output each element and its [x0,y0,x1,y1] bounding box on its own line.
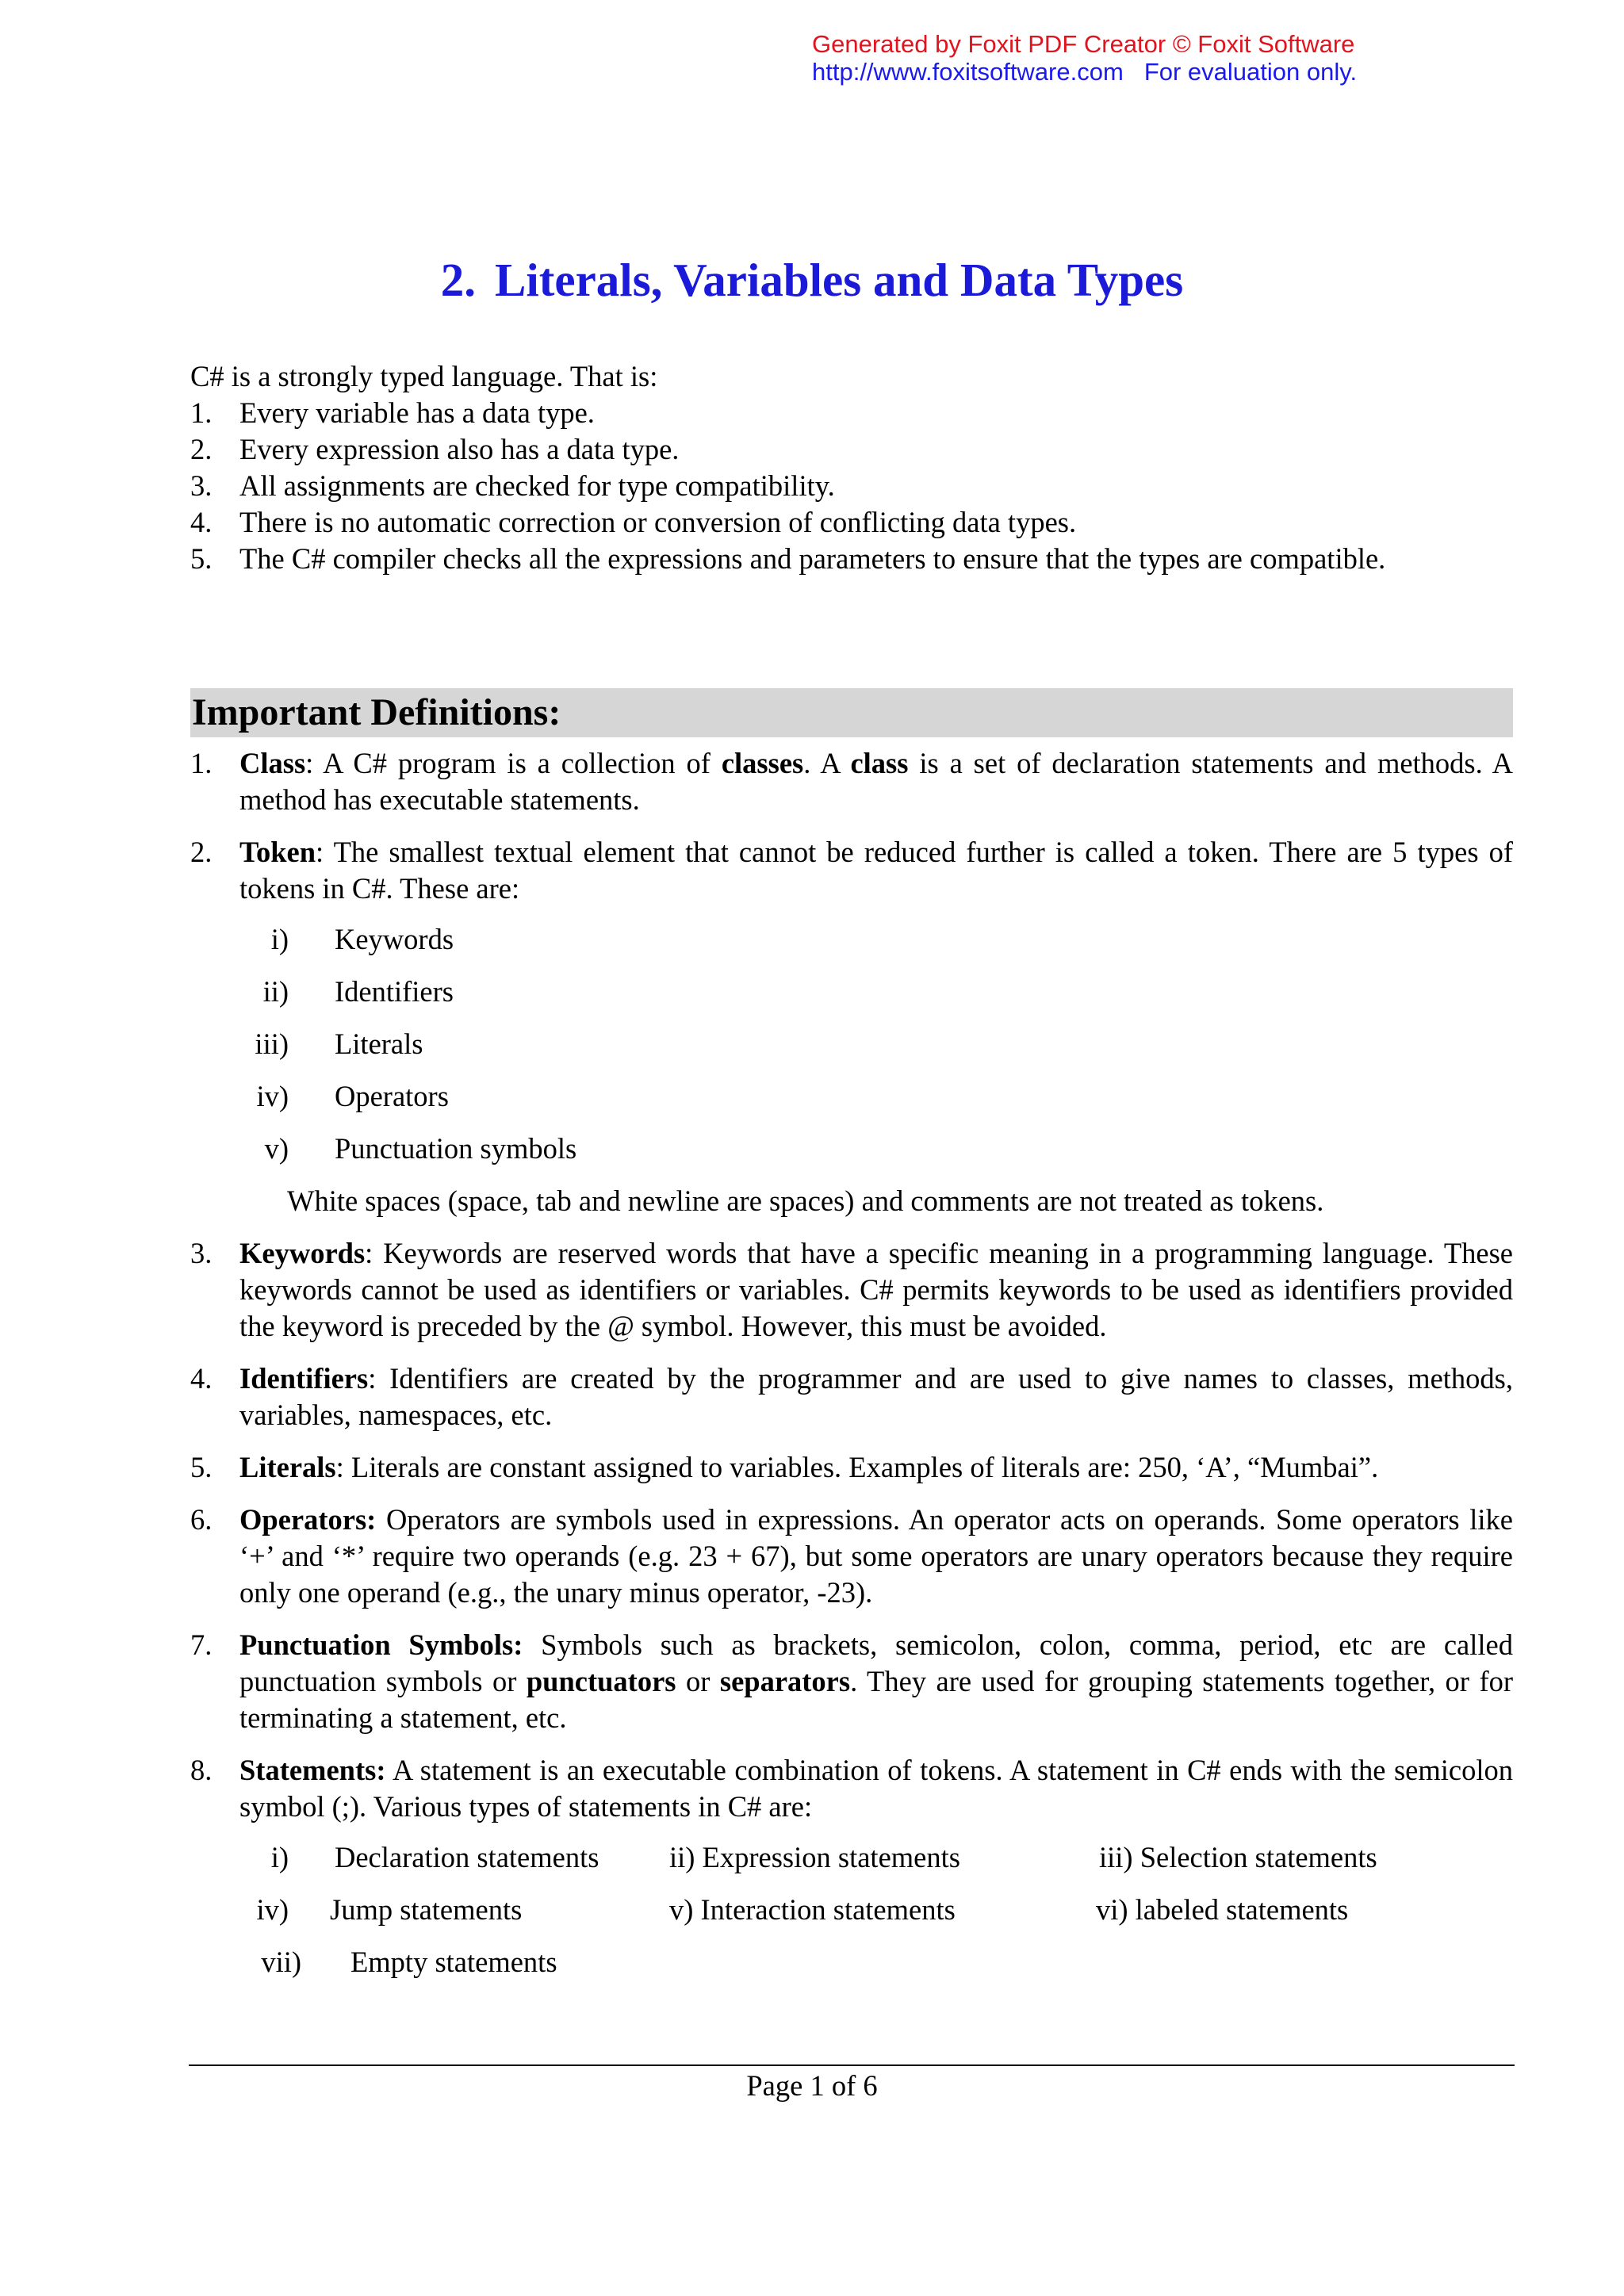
section-heading: Important Definitions: [190,688,1513,737]
term: Literals [239,1451,336,1483]
statement-type: Jump statements [330,1893,523,1926]
roman-numeral: iii) [255,1027,289,1060]
definition-text: : Identifiers are created by the programmer and are used to give names to classes, methods, variables, namespaces, etc. [239,1362,1513,1431]
term: Identifiers [239,1362,369,1395]
watermark-eval-text: For evaluation only. [1143,58,1358,86]
roman-numeral: ii) [262,975,289,1008]
token-type-item [239,1026,1513,1078]
definition-number: 6. [190,1503,213,1536]
list-text: Every expression also has a data type. [239,433,680,465]
list-item [190,468,1513,504]
token-types-list [239,921,1513,1183]
definition-number: 3. [190,1237,213,1269]
list-text: All assignments are checked for type compatibility. [239,469,835,502]
roman-numeral: i) [270,1841,289,1873]
footer-divider [189,2064,1515,2066]
roman-numeral: vii) [261,1946,301,1978]
definition-class [190,745,1513,818]
definition-text: or [676,1665,720,1697]
roman-numeral: iv) [256,1893,289,1926]
page-content [190,358,1513,2012]
list-item [190,541,1513,577]
token-type-text: Literals [335,1027,423,1060]
watermark-url[interactable]: http://www.foxitsoftware.com [812,58,1124,86]
definition-text: : A C# program is a collection of [305,747,722,779]
bold-term: separators [719,1665,851,1697]
bold-term: classes [721,747,804,779]
token-type-text: Identifiers [335,975,454,1008]
list-item [190,431,1513,468]
chapter-title-text: Literals, Variables and Data Types [495,254,1184,306]
statement-row [239,1839,1513,1892]
list-text: The C# compiler checks all the expressions and parameters to ensure that the types are compatible. [239,542,1386,575]
statement-row [239,1944,1513,1996]
token-type-text: Punctuation symbols [335,1132,577,1165]
term: Class [239,747,306,779]
definition-number: 1. [190,747,213,779]
statement-type: v) Interaction statements [669,1893,956,1926]
definition-number: 4. [190,1362,213,1395]
roman-numeral: v) [264,1132,289,1165]
token-type-item [239,1078,1513,1131]
term: Punctuation Symbols: [239,1628,523,1661]
watermark-creator-text: Generated by Foxit PDF Creator © Foxit Software [812,30,1355,58]
chapter-number: 2. [440,254,477,306]
definition-text: Symbols such as brackets, semicolon, colon, comma, period, etc are called punctuation symbols or [239,1628,1513,1697]
list-text: Every variable has a data type. [239,396,595,429]
statement-row [239,1892,1513,1944]
statement-type: iii) Selection statements [1099,1841,1377,1873]
list-number: 5. [190,542,213,575]
definition-identifiers [190,1360,1513,1433]
list-number: 1. [190,396,213,429]
definition-punctuation [190,1627,1513,1736]
list-number: 3. [190,469,213,502]
definition-text: is a set of declaration statements and methods. A method has executable statements. [239,747,1513,816]
token-type-text: Operators [335,1080,449,1112]
statement-type: vi) labeled statements [1096,1893,1349,1926]
watermark-link-line [812,58,1526,86]
term: Statements: [239,1754,386,1786]
term: Token [239,836,316,868]
list-number: 2. [190,433,213,465]
token-type-item [239,921,1513,974]
definition-number: 2. [190,836,213,868]
definition-text: Operators are symbols used in expressions. An operator acts on operands. Some operators like ‘+’ and ‘*’ require two operands (e.g. 23 + 67), but some operators are unary operators because they require only one operand (e.g., the unary minus operator, -23). [239,1503,1513,1609]
roman-numeral: iv) [256,1080,289,1112]
list-number: 4. [190,506,213,538]
definition-text: : Keywords are reserved words that have a specific meaning in a programming language. These keywords cannot be used as identifiers or variables. C# permits keywords to be used as identifiers provided the keyword is preceded by the @ symbol. However, this must be avoided. [239,1237,1513,1342]
page-number: Page 1 of 6 [746,2069,878,2102]
foxit-watermark [812,30,1526,86]
bold-term: class [850,747,909,779]
statement-type: Declaration statements [335,1841,599,1873]
term: Operators: [239,1503,377,1536]
definition-literals [190,1449,1513,1486]
token-type-item [239,974,1513,1026]
definition-number: 7. [190,1628,213,1661]
list-item [190,395,1513,431]
list-text: There is no automatic correction or conversion of conflicting data types. [239,506,1077,538]
definition-text: . A [803,747,851,779]
definition-operators [190,1502,1513,1611]
definition-text: . They are used for grouping statements together, or for terminating a statement, etc. [239,1665,1513,1734]
definition-token [190,834,1513,1219]
list-item [190,504,1513,541]
definition-text: A statement is an executable combination of tokens. A statement in C# ends with the semicolon symbol (;). Various types of statements in C# are: [239,1754,1513,1823]
token-type-item [239,1131,1513,1183]
token-type-text: Keywords [335,923,454,955]
chapter-title [0,252,1624,308]
intro-lead: C# is a strongly typed language. That is: [190,360,658,392]
term: Keywords [239,1237,366,1269]
intro-list [190,395,1513,577]
statement-type: ii) Expression statements [669,1841,960,1873]
definition-statements [190,1752,1513,1996]
statement-types [239,1839,1513,1996]
statement-type: Empty statements [350,1946,557,1978]
bold-term: punctuators [526,1665,676,1697]
definition-text: : Literals are constant assigned to variables. Examples of literals are: 250, ‘A’, “Mumbai”. [335,1451,1379,1483]
definitions-list [190,745,1513,1996]
definition-text: : The smallest textual element that cannot be reduced further is called a token. There are 5 types of tokens in C#. These are: [239,836,1513,905]
roman-numeral: i) [270,923,289,955]
definition-number: 5. [190,1451,213,1483]
definition-number: 8. [190,1754,213,1786]
definition-keywords [190,1235,1513,1345]
whitespace-note: White spaces (space, tab and newline are spaces) and comments are not treated as tokens. [287,1184,1324,1217]
